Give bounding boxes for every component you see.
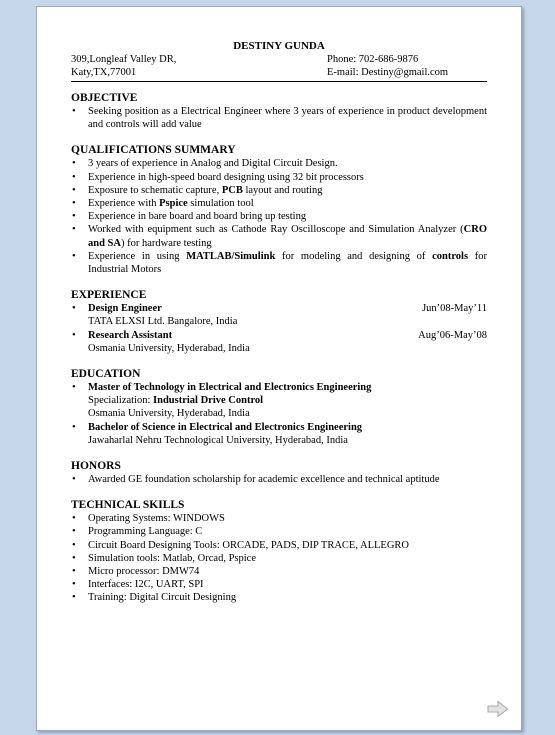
- address: [71, 53, 176, 79]
- section-title-honors: HONORS: [71, 460, 121, 473]
- degree-item: [71, 421, 487, 447]
- skill-item: • Programming Language: C: [71, 525, 487, 538]
- header-divider: [71, 81, 487, 82]
- candidate-name: DESTINY GUNDA: [233, 40, 325, 52]
- skill-item: • Simulation tools: Matlab, Orcad, Pspice: [71, 552, 487, 565]
- objective-list: [71, 105, 487, 131]
- address-line-1: 309,Longleaf Valley DR,: [71, 54, 177, 65]
- job-item: [71, 329, 487, 355]
- section-title-objective: OBJECTIVE: [71, 92, 138, 104]
- qualification-item: • Experience in using MATLAB/Simulink for modeling and designing of controls for Industrial Motors: [71, 250, 487, 276]
- degree-item: [71, 381, 487, 421]
- contact-block: [71, 53, 487, 79]
- experience-list: [71, 302, 487, 355]
- section-title-experience: EXPERIENCE: [71, 289, 147, 302]
- qualification-item: • Experience in high-speed board designing using 32 bit processors: [71, 171, 487, 184]
- skill-item: • Operating Systems: WINDOWS: [71, 512, 487, 525]
- degree-specialization: Specialization: Industrial Drive Control: [88, 395, 264, 407]
- email: E-mail: Destiny@gmail.com: [327, 67, 449, 79]
- honors-list: [71, 473, 487, 486]
- job-item: [71, 302, 487, 328]
- section-title-education: EDUCATION: [71, 368, 141, 381]
- degree-school: Osmania University, Hyderabad, India: [88, 408, 250, 420]
- section-title-skills: TECHNICAL SKILLS: [71, 499, 185, 512]
- degree-name: Master of Technology in Electrical and Electronics Engineering: [88, 382, 372, 394]
- education-list: [71, 381, 487, 447]
- resume-content: [71, 40, 487, 605]
- skill-item: • Interfaces: I2C, UART, SPI: [71, 578, 487, 591]
- phone: Phone: 702-686-9876: [327, 54, 419, 65]
- resume-page: [36, 6, 522, 731]
- qualification-item: • Experience in bare board and board bring up testing: [71, 210, 487, 223]
- skills-list: [71, 512, 487, 604]
- phone-email: [327, 53, 448, 79]
- next-arrow-icon[interactable]: [487, 700, 509, 718]
- qualification-item: • Experience with Pspice simulation tool: [71, 197, 487, 210]
- skill-item: • Training: Digital Circuit Designing: [71, 591, 487, 604]
- objective-text: • Seeking position as a Electrical Engineer where 3 years of experience in product development and controls will add value: [71, 105, 487, 131]
- degree-name: Bachelor of Science in Electrical and Electronics Engineering: [88, 421, 363, 433]
- qualifications-list: [71, 157, 487, 276]
- qualification-item: • Exposure to schematic capture, PCB layout and routing: [71, 184, 487, 197]
- job-org: Osmania University, Hyderabad, India: [88, 342, 250, 354]
- qualification-item: • Worked with equipment such as Cathode Ray Oscilloscope and Simulation Analyzer (CRO and SA) for hardware testing: [71, 223, 487, 249]
- section-title-qualifications: QUALIFICATIONS SUMMARY: [71, 144, 236, 157]
- honor-item: • Awarded GE foundation scholarship for academic excellence and technical aptitude: [71, 473, 487, 486]
- job-dates: Jun’08-May’11: [422, 303, 487, 315]
- qualification-item: • 3 years of experience in Analog and Digital Circuit Design.: [71, 157, 487, 170]
- address-line-2: Katy,TX,77001: [71, 67, 137, 79]
- job-role: Design Engineer: [88, 303, 162, 315]
- skill-item: • Circuit Board Designing Tools: ORCADE, PADS, DIP TRACE, ALLEGRO: [71, 539, 487, 552]
- skill-item: • Micro processor: DMW74: [71, 565, 487, 578]
- degree-school: Jawaharlal Nehru Technological University, Hyderabad, India: [88, 434, 348, 446]
- job-dates: Aug’06-May’08: [418, 329, 487, 341]
- job-role: Research Assistant: [88, 329, 173, 341]
- job-org: TATA ELXSI Ltd. Bangalore, India: [88, 316, 238, 328]
